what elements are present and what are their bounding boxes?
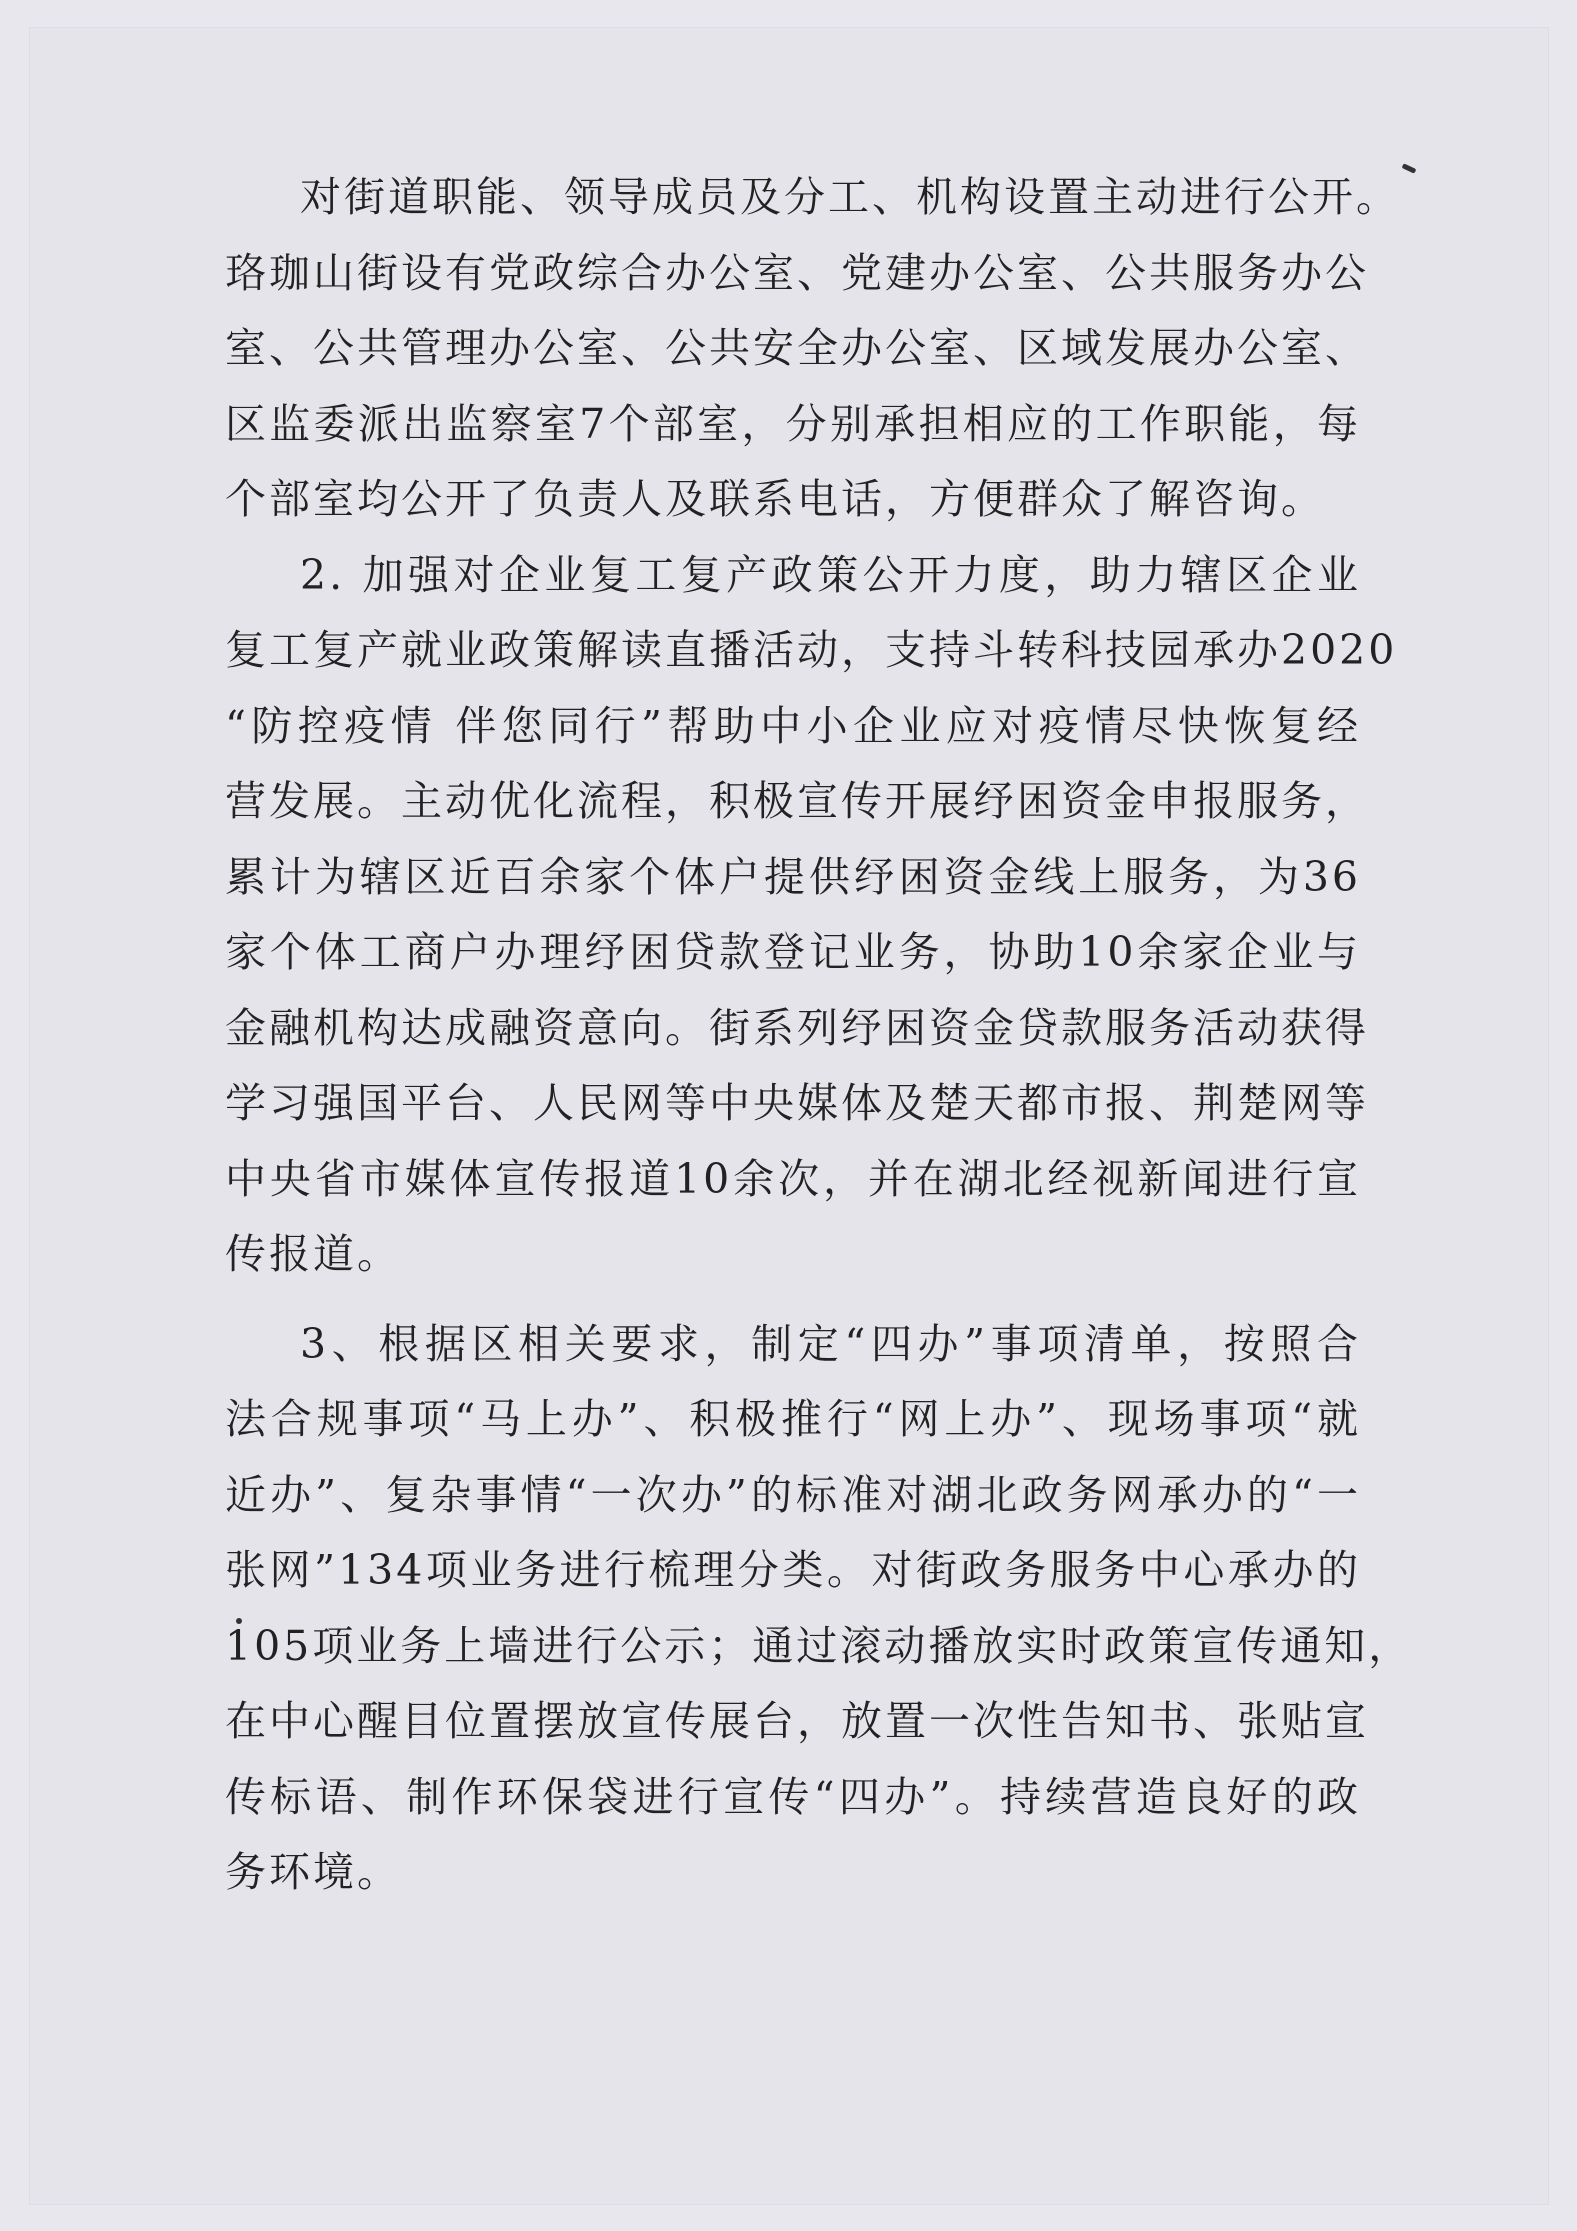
text-line: 近办”、复杂事情“一次办”的标准对湖北政务网承办的“一 (225, 1470, 1361, 1519)
text-line: 复工复产就业政策解读直播活动，支持斗转科技园承办2020 (225, 626, 1398, 674)
paragraph-2 (225, 538, 1398, 1293)
text-line: 在中心醒目位置摆放宣传展台，放置一次性告知书、张贴宣 (225, 1697, 1369, 1745)
text-line: 学习强国平台、人民网等中央媒体及楚天都市报、荆楚网等 (225, 1079, 1369, 1127)
text-line: 营发展。主动优化流程，积极宣传开展纾困资金申报服务， (225, 777, 1369, 825)
paragraph-3 (225, 1307, 1413, 1911)
paragraph-1 (225, 160, 1400, 538)
text-line: 对街道职能、领导成员及分工、机构设置主动进行公开。 (300, 173, 1400, 221)
text-line: “防控疫情 伴您同行”帮助中小企业应对疫情尽快恢复经 (225, 701, 1361, 750)
text-line: 务环境。 (225, 1848, 401, 1896)
text-line: 珞珈山街设有党政综合办公室、党建办公室、公共服务办公 (225, 248, 1369, 297)
text-line: 105项业务上墙进行公示；通过滚动播放实时政策宣传通知， (225, 1621, 1413, 1670)
text-line: 金融机构达成融资意向。街系列纾困资金贷款服务活动获得 (225, 1003, 1369, 1052)
text-line: 累计为辖区近百余家个体户提供纾困资金线上服务，为36 (225, 852, 1361, 901)
text-line: 室、公共管理办公室、公共安全办公室、区域发展办公室、 (225, 324, 1369, 372)
text-line: 2. 加强对企业复工复产政策公开力度，助力辖区企业 (300, 550, 1361, 599)
text-line: 3、根据区相关要求，制定“四办”事项清单，按照合 (300, 1319, 1361, 1368)
text-line: 中央省市媒体宣传报道10余次，并在湖北经视新闻进行宣 (225, 1154, 1361, 1203)
text-line: 区监委派出监察室7个部室，分别承担相应的工作职能，每 (225, 399, 1361, 448)
text-line: 家个体工商户办理纾困贷款登记业务，协助10余家企业与 (225, 928, 1361, 976)
text-line: 传报道。 (225, 1230, 401, 1278)
text-line: 法合规事项“马上办”、积极推行“网上办”、现场事项“就 (225, 1395, 1361, 1443)
text-line: 传标语、制作环保袋进行宣传“四办”。持续营造良好的政 (225, 1772, 1361, 1821)
document-body (225, 160, 1413, 1911)
text-line: 个部室均公开了负责人及联系电话，方便群众了解咨询。 (225, 475, 1325, 523)
text-line: 张网”134项业务进行梳理分类。对街政务服务中心承办的 (225, 1546, 1361, 1594)
paragraph-gap (225, 1293, 1361, 1307)
